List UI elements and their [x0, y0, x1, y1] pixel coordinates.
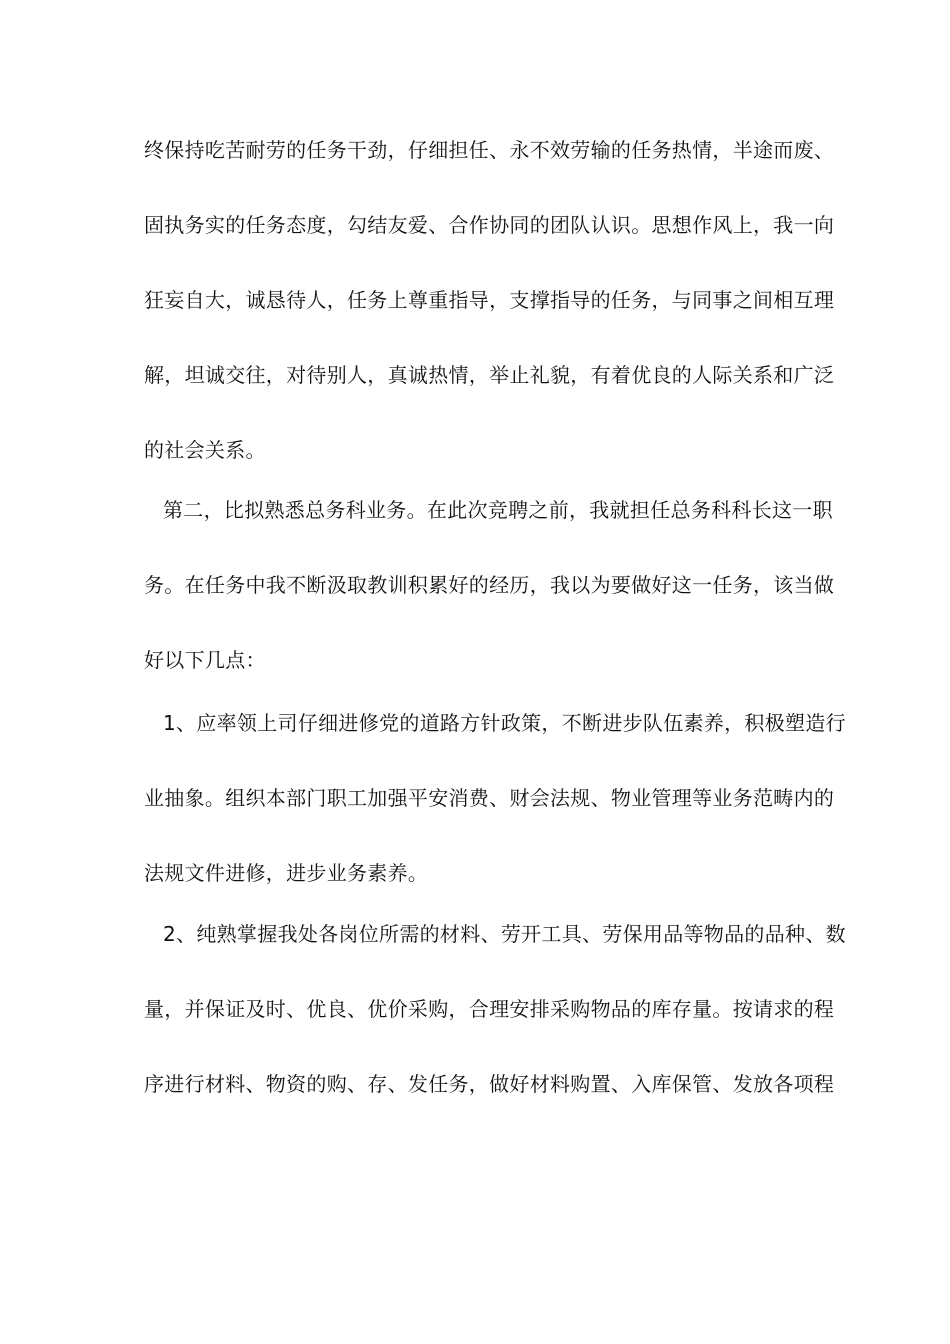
text-line: 业抽象。组织本部门职工加强平安消费、财会法规、物业管理等业务范畴内的 — [144, 786, 835, 810]
text-line: 固执务实的任务态度，勾结友爱、合作协同的团队认识。思想作风上，我一向 — [144, 213, 835, 237]
paragraph-start-line: 第二，比拟熟悉总务科业务。在此次竞聘之前，我就担任总务科科长这一职 — [163, 498, 833, 522]
text-line: 的社会关系。 — [144, 438, 266, 462]
text-line: 量，并保证及时、优良、优价采购，合理安排采购物品的库存量。按请求的程 — [144, 997, 835, 1021]
numbered-item-1-line: 1、应率领上司仔细进修党的道路方针政策，不断进步队伍素养，积极塑造行 — [163, 711, 846, 735]
text-line: 终保持吃苦耐劳的任务干劲，仔细担任、永不效劳输的任务热情，半途而废、 — [144, 138, 835, 162]
text-line: 法规文件进修，进步业务素养。 — [144, 861, 429, 885]
text-line: 务。在任务中我不断汲取教训积累好的经历，我以为要做好这一任务，该当做 — [144, 573, 835, 597]
text-line: 狂妄自大，诚恳待人，任务上尊重指导，支撑指导的任务，与同事之间相互理 — [144, 288, 835, 312]
numbered-item-2-line: 2、纯熟掌握我处各岗位所需的材料、劳开工具、劳保用品等物品的品种、数 — [163, 922, 846, 946]
text-line: 好以下几点： — [144, 648, 266, 672]
text-line: 序进行材料、物资的购、存、发任务，做好材料购置、入库保管、发放各项程 — [144, 1072, 835, 1096]
text-line: 解，坦诚交往，对待别人，真诚热情，举止礼貌，有着优良的人际关系和广泛 — [144, 363, 835, 387]
